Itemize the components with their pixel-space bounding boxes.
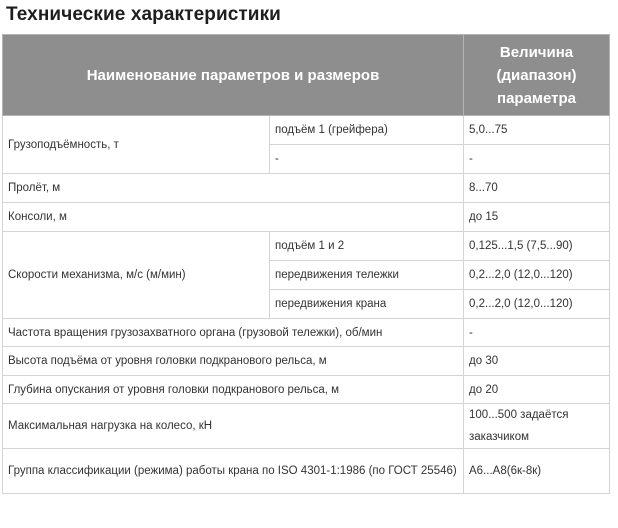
parameter-value: - — [464, 145, 610, 174]
row-label: Группа классификации (режима) работы крана по ISO 4301-1:1986 (по ГОСТ 25546) — [3, 449, 464, 494]
table-header-row — [3, 35, 610, 116]
row-label: Скорости механизма, м/с (м/мин) — [3, 232, 270, 319]
parameter-value: 8...70 — [464, 174, 610, 203]
row-label: Высота подъёма от уровня головки подкранового рельса, м — [3, 347, 464, 376]
parameter-value: до 15 — [464, 203, 610, 232]
table-row — [3, 232, 610, 261]
header-value-line: Величина — [499, 43, 574, 61]
sub-parameter: подъём 1 (грейфера) — [270, 116, 464, 145]
table-row — [3, 319, 610, 347]
parameter-value: 100...500 задаётся заказчиком — [464, 404, 610, 449]
table-row — [3, 203, 610, 232]
parameter-value: 0,2...2,0 (12,0...120) — [464, 261, 610, 290]
table-row — [3, 404, 610, 449]
table-row — [3, 449, 610, 494]
table-row — [3, 174, 610, 203]
parameter-value: до 20 — [464, 376, 610, 404]
page-title: Технические характеристики — [6, 4, 281, 25]
header-parameter-value — [464, 35, 610, 116]
header-value-line: (диапазон) — [496, 66, 577, 84]
table-row — [3, 116, 610, 145]
table-row — [3, 347, 610, 376]
sub-parameter: передвижения тележки — [270, 261, 464, 290]
header-parameter-name: Наименование параметров и размеров — [3, 35, 464, 116]
sub-parameter: - — [270, 145, 464, 174]
parameter-value: 0,2...2,0 (12,0...120) — [464, 290, 610, 319]
parameter-value: - — [464, 319, 610, 347]
row-label: Глубина опускания от уровня головки подкранового рельса, м — [3, 376, 464, 404]
table-row — [3, 376, 610, 404]
parameter-value: до 30 — [464, 347, 610, 376]
row-label: Пролёт, м — [3, 174, 464, 203]
sub-parameter: подъём 1 и 2 — [270, 232, 464, 261]
parameter-value: А6...А8(6к-8к) — [464, 449, 610, 494]
parameter-value: 5,0...75 — [464, 116, 610, 145]
row-label: Грузоподъёмность, т — [3, 116, 270, 174]
row-label: Максимальная нагрузка на колесо, кН — [3, 404, 464, 449]
sub-parameter: передвижения крана — [270, 290, 464, 319]
header-value-line: параметра — [497, 89, 577, 107]
parameter-value: 0,125...1,5 (7,5...90) — [464, 232, 610, 261]
row-label: Консоли, м — [3, 203, 464, 232]
row-label: Частота вращения грузозахватного органа (грузовой тележки), об/мин — [3, 319, 464, 347]
specifications-table — [2, 34, 610, 494]
